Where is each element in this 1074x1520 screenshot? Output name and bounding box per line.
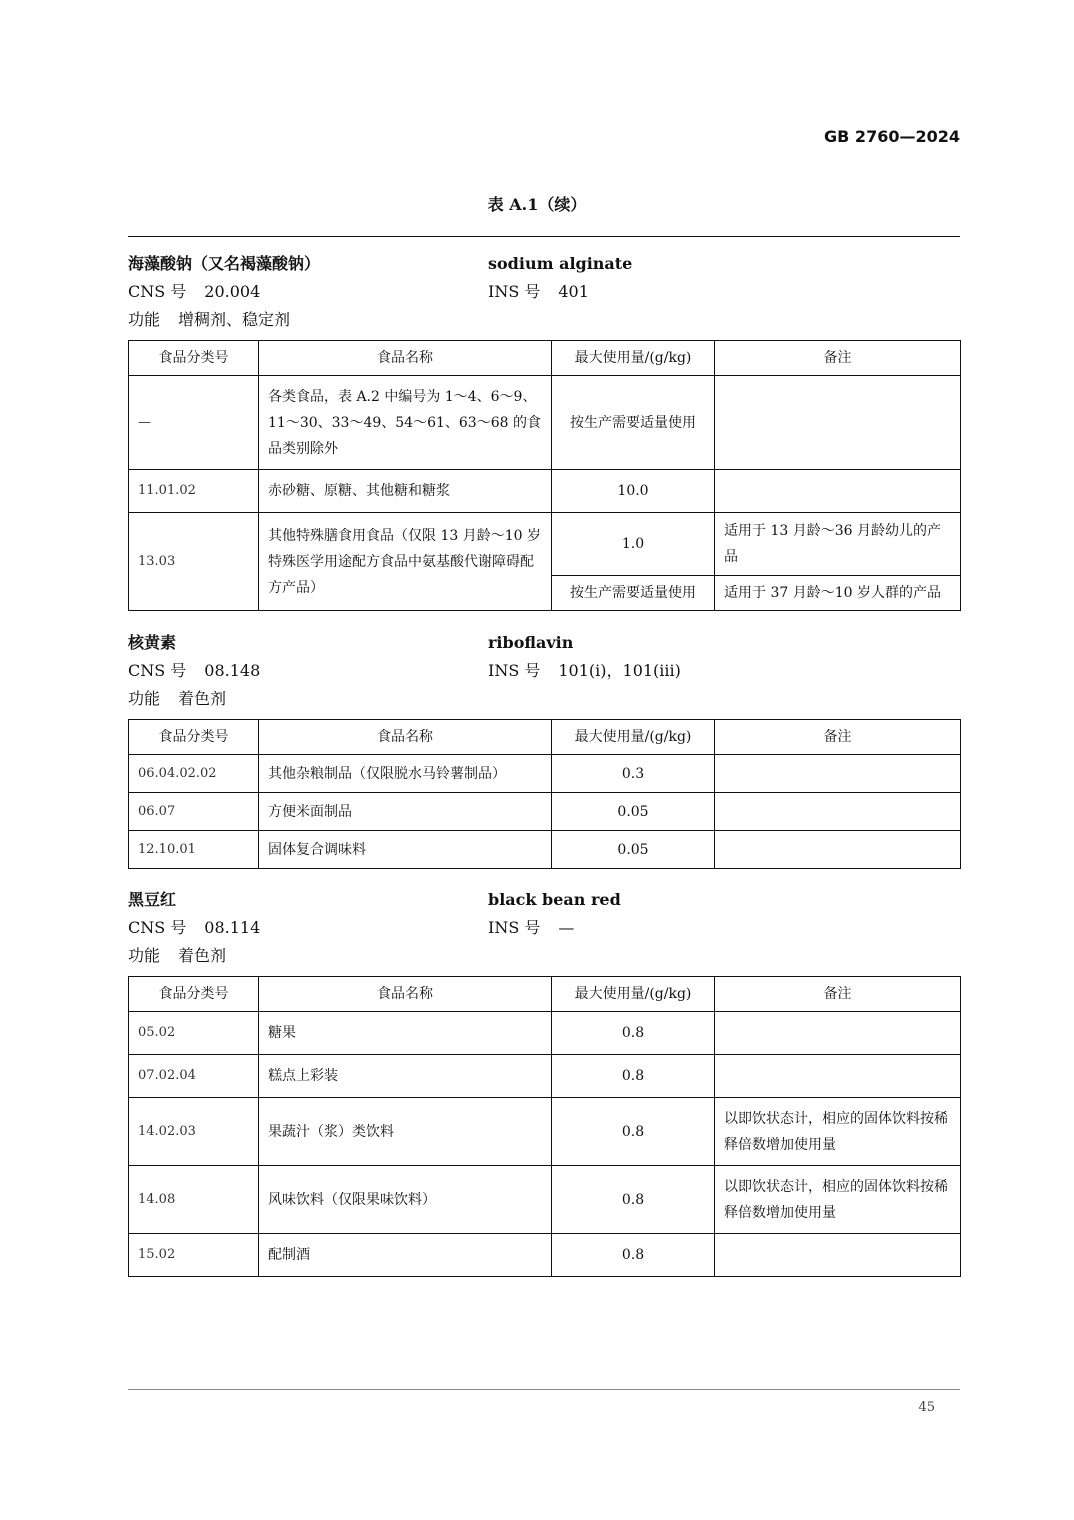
table-row (129, 1166, 961, 1234)
note: 以即饮状态计，相应的固体饮料按稀释倍数增加使用量 (715, 1098, 961, 1166)
food-name: 配制酒 (259, 1234, 552, 1277)
column-header: 食品名称 (259, 341, 552, 376)
table-row (129, 1055, 961, 1098)
note: 以即饮状态计，相应的固体饮料按稀释倍数增加使用量 (715, 1166, 961, 1234)
note (715, 1234, 961, 1277)
additive-function: 功能 着色剂 (128, 946, 227, 965)
column-header: 食品分类号 (129, 720, 259, 755)
max-usage: 按生产需要适量使用 (552, 576, 715, 611)
food-category-code: 14.02.03 (129, 1098, 259, 1166)
note: 适用于 37 月龄～10 岁人群的产品 (715, 576, 961, 611)
column-header: 备注 (715, 977, 961, 1012)
additive-function-line (128, 942, 960, 970)
additive-name-line (128, 250, 960, 278)
additive-name-line (128, 886, 960, 914)
column-header: 备注 (715, 720, 961, 755)
note (715, 470, 961, 513)
page-number: 45 (918, 1400, 935, 1415)
table-row (129, 1234, 961, 1277)
max-usage: 0.05 (552, 831, 715, 869)
note (715, 831, 961, 869)
additive-name-cn: 核黄素 (128, 633, 177, 652)
standard-code: GB 2760—2024 (824, 127, 960, 146)
cns-number: CNS 号 08.114 (128, 918, 261, 937)
note (715, 755, 961, 793)
table-row (129, 831, 961, 869)
food-category-code: 12.10.01 (129, 831, 259, 869)
note (715, 793, 961, 831)
additive-code-line (128, 914, 960, 942)
food-category-code: 13.03 (129, 513, 259, 611)
additive-code-line (128, 278, 960, 306)
table-caption: 表 A.1（续） (487, 195, 587, 214)
column-header: 最大使用量/(g/kg) (552, 720, 715, 755)
additive-black-bean-red (128, 886, 960, 1277)
max-usage: 0.8 (552, 1098, 715, 1166)
column-header: 食品名称 (259, 977, 552, 1012)
food-name: 方便米面制品 (259, 793, 552, 831)
additive-name-line (128, 629, 960, 657)
bottom-rule (128, 1389, 960, 1390)
food-name: 风味饮料（仅限果味饮料） (259, 1166, 552, 1234)
food-category-code: 15.02 (129, 1234, 259, 1277)
food-name: 各类食品，表 A.2 中编号为 1～4、6～9、11～30、33～49、54～61、63～68 的食品类别除外 (259, 376, 552, 470)
additive-name-en: riboflavin (488, 633, 574, 652)
food-category-code: 07.02.04 (129, 1055, 259, 1098)
food-name: 其他特殊膳食用食品（仅限 13 月龄～10 岁特殊医学用途配方食品中氨基酸代谢障碍配方产品） (259, 513, 552, 611)
max-usage: 0.8 (552, 1055, 715, 1098)
max-usage: 1.0 (552, 513, 715, 576)
table-header-row (129, 720, 961, 755)
additive-riboflavin (128, 629, 960, 869)
table-header-row (129, 977, 961, 1012)
max-usage: 按生产需要适量使用 (552, 376, 715, 470)
food-name: 果蔬汁（浆）类饮料 (259, 1098, 552, 1166)
cns-number: CNS 号 20.004 (128, 282, 261, 301)
additive-name-cn: 黑豆红 (128, 890, 177, 909)
additive-function: 功能 增稠剂、稳定剂 (128, 310, 291, 329)
column-header: 备注 (715, 341, 961, 376)
usage-table (128, 340, 961, 611)
max-usage: 0.05 (552, 793, 715, 831)
column-header: 食品分类号 (129, 977, 259, 1012)
table-header-row (129, 341, 961, 376)
table-row (129, 1012, 961, 1055)
top-rule (128, 236, 960, 237)
food-category-code: 05.02 (129, 1012, 259, 1055)
max-usage: 0.3 (552, 755, 715, 793)
table-row (129, 793, 961, 831)
ins-number: INS 号 — (488, 918, 575, 937)
additive-code-line (128, 657, 960, 685)
table-row (129, 513, 961, 576)
cns-number: CNS 号 08.148 (128, 661, 261, 680)
usage-table (128, 719, 961, 869)
additive-function-line (128, 685, 960, 713)
max-usage: 0.8 (552, 1234, 715, 1277)
max-usage: 10.0 (552, 470, 715, 513)
food-category-code: 11.01.02 (129, 470, 259, 513)
note (715, 1055, 961, 1098)
column-header: 最大使用量/(g/kg) (552, 341, 715, 376)
food-name: 其他杂粮制品（仅限脱水马铃薯制品） (259, 755, 552, 793)
column-header: 食品名称 (259, 720, 552, 755)
food-name: 糖果 (259, 1012, 552, 1055)
usage-table (128, 976, 961, 1277)
table-row (129, 470, 961, 513)
additive-sodium-alginate (128, 250, 960, 611)
food-category-code: — (129, 376, 259, 470)
additive-name-cn: 海藻酸钠（又名褐藻酸钠） (128, 254, 321, 273)
food-name: 赤砂糖、原糖、其他糖和糖浆 (259, 470, 552, 513)
note (715, 376, 961, 470)
ins-number: INS 号 401 (488, 282, 589, 301)
max-usage: 0.8 (552, 1012, 715, 1055)
note (715, 1012, 961, 1055)
food-category-code: 14.08 (129, 1166, 259, 1234)
additive-function: 功能 着色剂 (128, 689, 227, 708)
max-usage: 0.8 (552, 1166, 715, 1234)
food-name: 固体复合调味料 (259, 831, 552, 869)
food-category-code: 06.04.02.02 (129, 755, 259, 793)
column-header: 食品分类号 (129, 341, 259, 376)
additive-name-en: black bean red (488, 890, 621, 909)
ins-number: INS 号 101(i)，101(iii) (488, 661, 681, 680)
additive-function-line (128, 306, 960, 334)
table-row (129, 1098, 961, 1166)
table-row (129, 376, 961, 470)
note: 适用于 13 月龄～36 月龄幼儿的产品 (715, 513, 961, 576)
table-row (129, 755, 961, 793)
column-header: 最大使用量/(g/kg) (552, 977, 715, 1012)
food-category-code: 06.07 (129, 793, 259, 831)
food-name: 糕点上彩装 (259, 1055, 552, 1098)
additive-name-en: sodium alginate (488, 254, 633, 273)
